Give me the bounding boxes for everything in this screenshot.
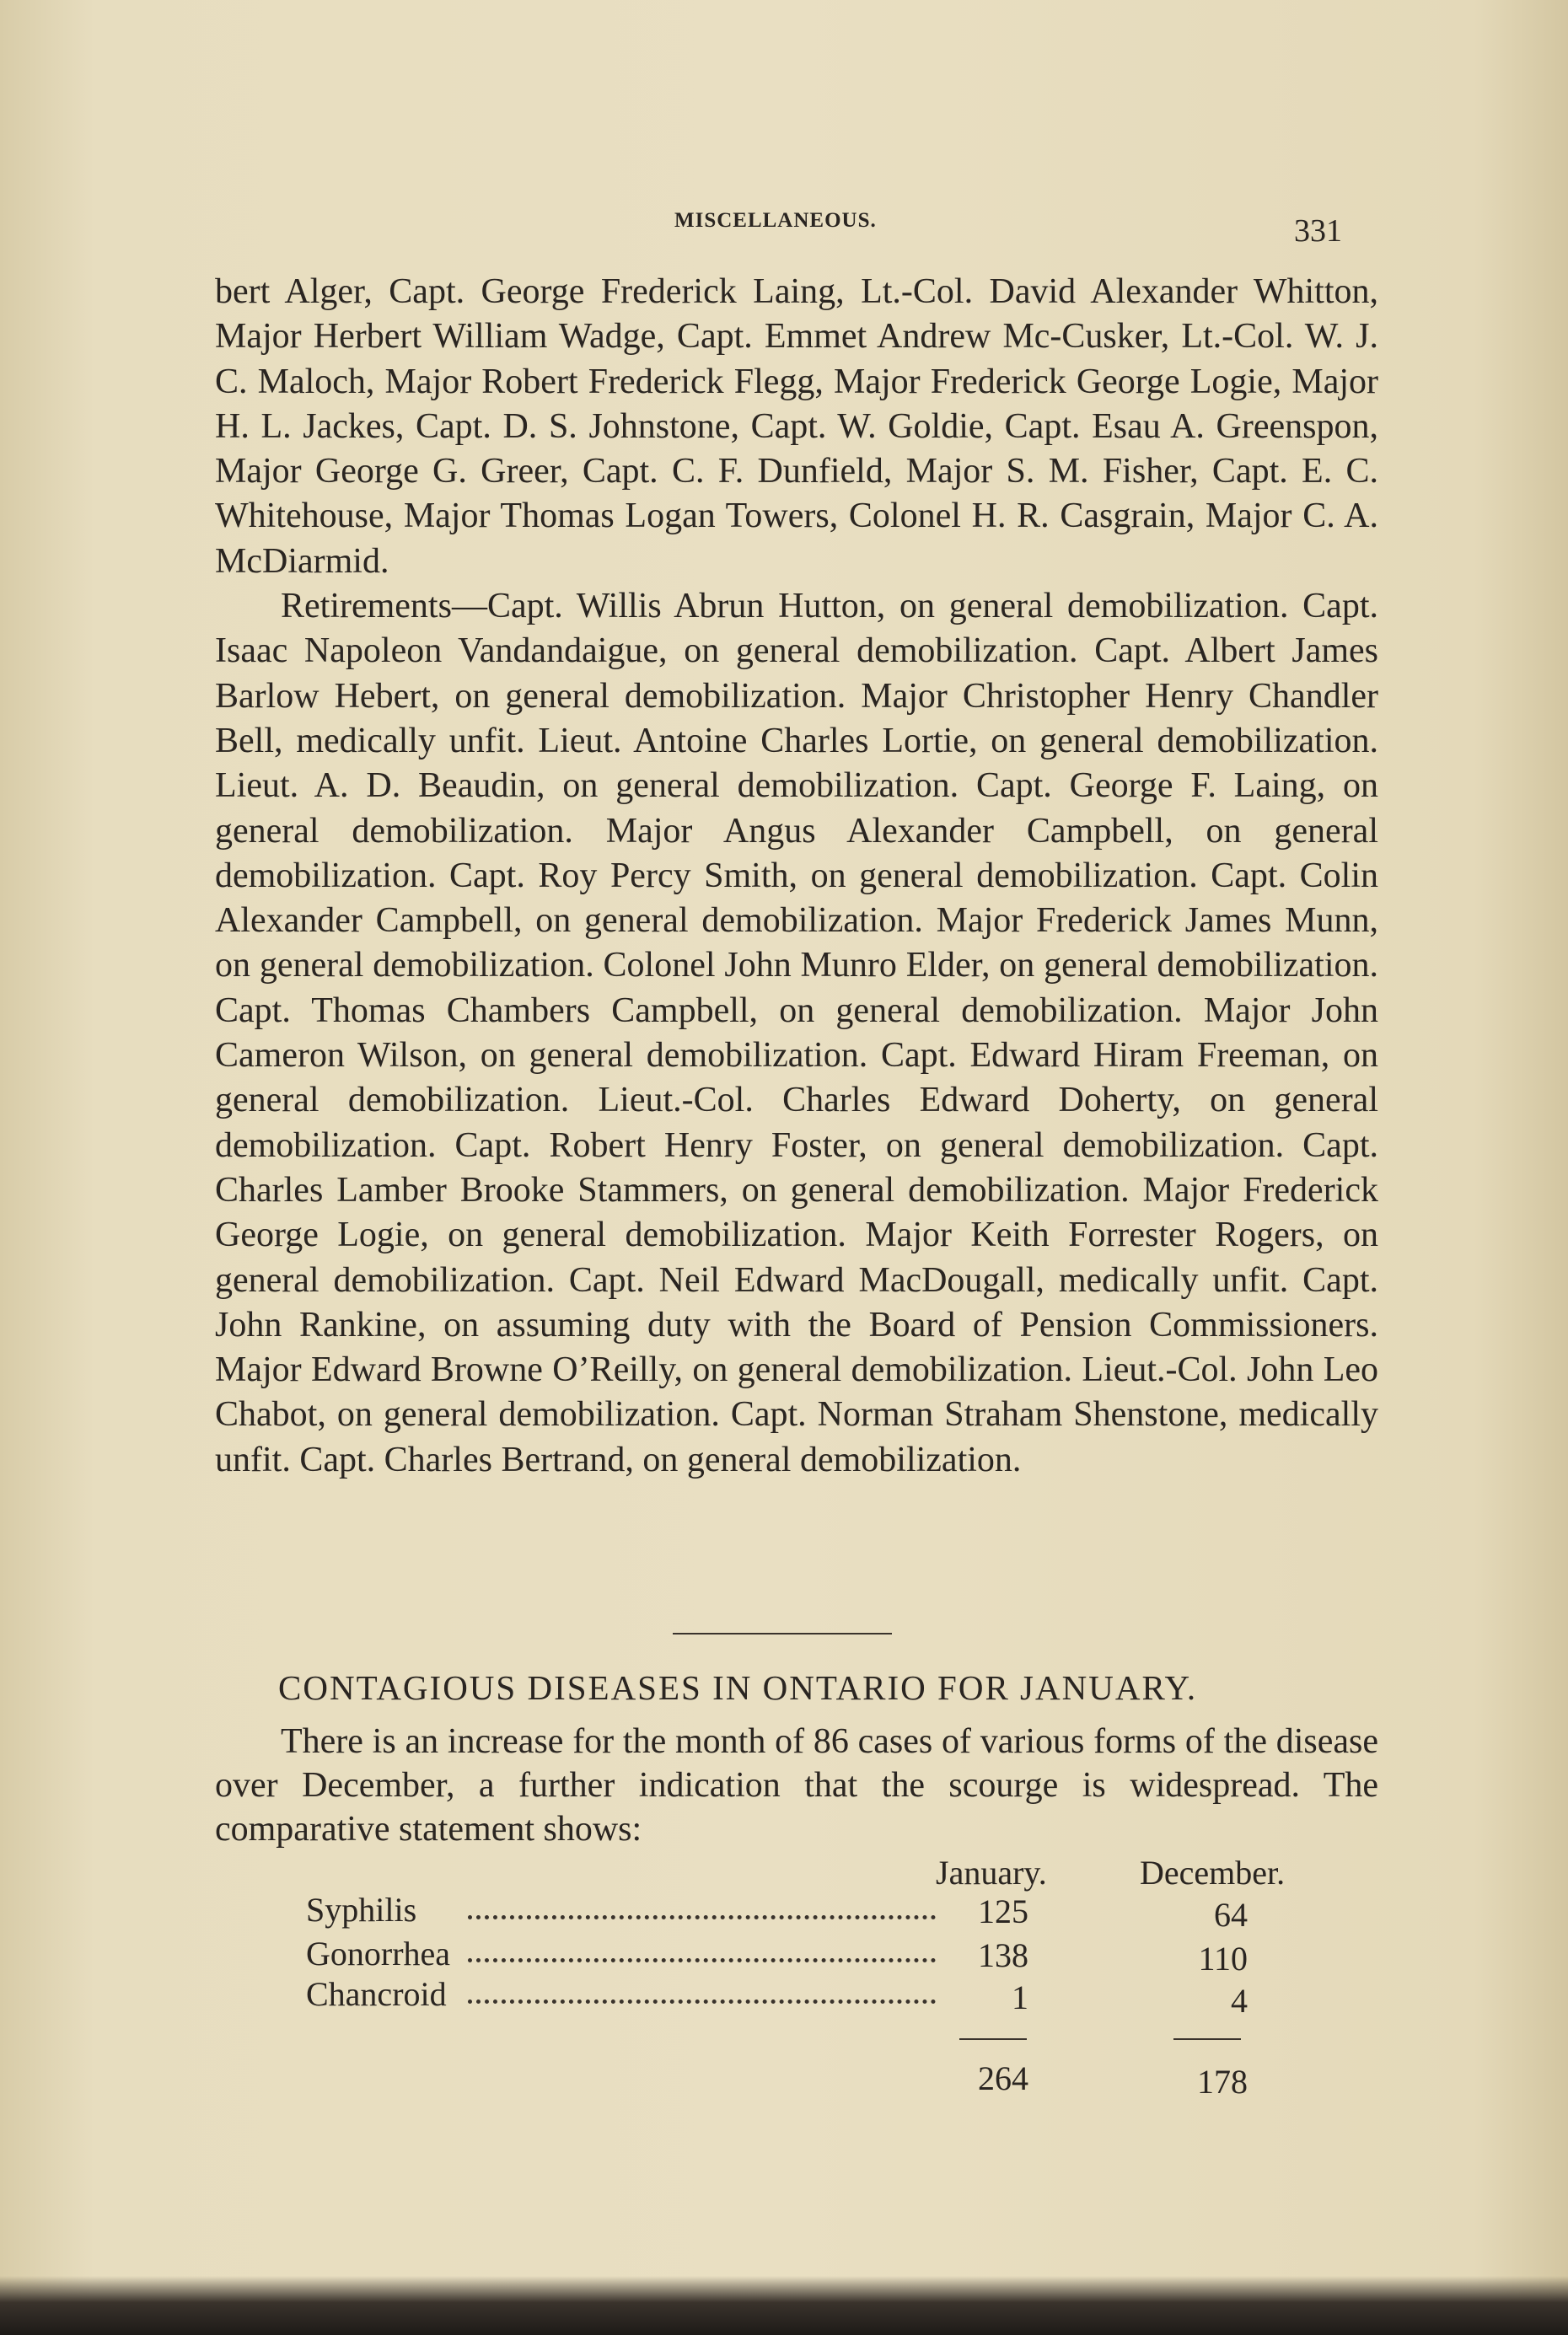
january-value: 125	[978, 1892, 1028, 1930]
row-label: Syphilis	[306, 1891, 417, 1929]
row-label: Gonorrhea	[306, 1935, 451, 1973]
sum-rule-december	[1173, 2038, 1241, 2040]
dot-leader	[468, 2000, 936, 2004]
dot-leader	[468, 1958, 936, 1962]
january-value: 1	[1012, 1978, 1028, 2016]
paragraph-retirements: Retirements—Capt. Willis Abrun Hutton, on general demobilization. Capt. Isaac Napoleon Vandandaigue, on general demobilization. Capt. Albert James Barlow Hebert, on general demobilization. Major Christopher Henry Chandler Bell, medically unfit. Lieut. Antoine Charles Lortie, on general demobilization. Lieut. A. D. Beaudin, on general demobilization. Capt. George F. Laing, on general demobilization. Major Angus Alexander Campbell, on general demobilization. Capt. Roy Percy Smith, on general demobilization. Capt. Colin Alexander Campbell, on general demobilization. Major Frederick James Munn, on general demobilization. Colonel John Munro Elder, on general demobilization. Capt. Thomas Chambers Campbell, on general demobilization. Major John Cameron Wilson, on general demobilization. Capt. Edward Hiram Freeman, on general demobilization. Lieut.-Col. Charles Edward Doherty, on general demobilization. Capt. Robert Henry Foster, on general demobilization. Capt. Charles Lamber Brooke Stammers, on general demobilization. Major Frederick George Logie, on general demobilization. Major Keith Forrester Rogers, on general demobilization. Capt. Neil Edward MacDougall, medically unfit. Capt. John Rankine, on assuming duty with the Board of Pension Commissioners. Major Edward Browne O’Reilly, on general demobilization. Lieut.-Col. John Leo Chabot, on general demobilization. Capt. Norman Straham Shenstone, medically unfit. Capt. Charles Bertrand, on general demobilization.	[215, 587, 1378, 1479]
december-total: 178	[1197, 2063, 1248, 2101]
page-bottom-edge	[0, 2276, 1568, 2335]
sum-rule-january	[959, 2038, 1027, 2040]
january-total: 264	[978, 2059, 1028, 2097]
section-divider	[673, 1633, 892, 1634]
intro-paragraph: There is an increase for the month of 86 cases of various forms of the disease over December, a further indication that the scourge is widespread. The comparative statement shows:	[215, 1722, 1378, 1849]
body-text	[215, 270, 1378, 1483]
paragraph-appointments: bert Alger, Capt. George Frederick Laing, Lt.-Col. David Alexander Whitton, Major Herbert William Wadge, Capt. Emmet Andrew Mc-Cusker, Lt.-Col. W. J. C. Maloch, Major Robert Frederick Flegg, Major Frederick George Logie, Major H. L. Jackes, Capt. D. S. Johnstone, Capt. W. Goldie, Capt. Esau A. Greenspon, Major George G. Greer, Capt. C. F. Dunfield, Major S. M. Fisher, Capt. E. C. Whitehouse, Major Thomas Logan Towers, Colonel H. R. Casgrain, Major C. A. McDiarmid.	[215, 272, 1378, 581]
column-header-december: December.	[1140, 1854, 1286, 1892]
section-intro	[215, 1720, 1378, 1851]
running-head: MISCELLANEOUS.	[674, 209, 877, 232]
december-value: 64	[1214, 1896, 1248, 1934]
section-heading: CONTAGIOUS DISEASES IN ONTARIO FOR JANUARY.	[278, 1668, 1198, 1707]
row-label: Chancroid	[306, 1975, 447, 2013]
december-value: 110	[1198, 1940, 1248, 1978]
dot-leader	[468, 1915, 936, 1919]
january-value: 138	[978, 1936, 1028, 1974]
page-number: 331	[1294, 213, 1342, 249]
december-value: 4	[1231, 1982, 1248, 2020]
column-header-january: January.	[936, 1854, 1047, 1892]
